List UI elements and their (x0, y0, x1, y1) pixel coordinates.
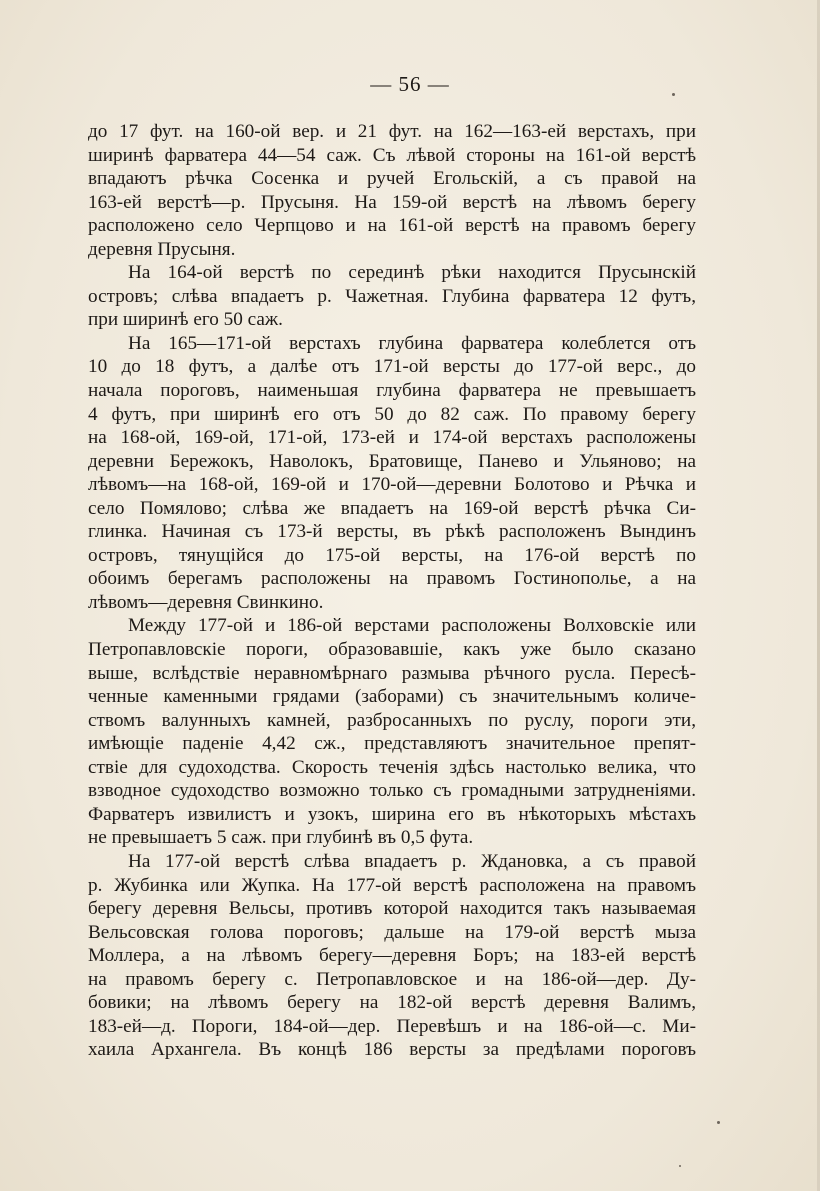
text-line: глинка. Начиная съ 173-й версты, въ рѣкѣ расположенъ Вындинъ (88, 521, 696, 543)
text-line: деревни Бережокъ, Наволокъ, Братовище, Панево и Ульяново; на (88, 450, 696, 472)
body-text (88, 120, 696, 1062)
text-line: р. Жубинка или Жупка. На 177-ой верстѣ расположена на правомъ (88, 874, 696, 896)
text-line: начала пороговъ, наименьшая глубина фарватера не превышаетъ (88, 380, 696, 402)
text-line: На 177-ой верстѣ слѣва впадаетъ р. Ждановка, а съ правой (128, 850, 696, 872)
text-line: островъ, тянущійся до 175-ой версты, на 176-ой верстѣ по (88, 544, 696, 566)
text-line: Петропавловскіе пороги, образовавшіе, какъ уже было сказано (88, 639, 696, 661)
text-line: на правомъ берегу с. Петропавловское и на 186-ой—дер. Ду- (88, 968, 696, 990)
text-line: взводное судоходство возможно только съ громадными затрудненіями. (88, 780, 696, 802)
text-line: Между 177-ой и 186-ой верстами расположены Волховскіе или (128, 615, 696, 637)
print-speck (717, 1121, 720, 1124)
text-line: лѣвомъ—деревня Свинкино. (88, 591, 324, 613)
text-line: имѣющіе паденіе 4,42 сж., представляютъ значительное препят- (88, 733, 696, 755)
text-line: лѣвомъ—на 168-ой, 169-ой и 170-ой—деревни Болотово и Рѣчка и (88, 474, 696, 496)
text-line: ченные каменными грядами (заборами) съ значительнымъ количе- (88, 686, 696, 708)
text-line: 163-ей верстѣ—р. Прусыня. На 159-ой верстѣ на лѣвомъ берегу (88, 191, 696, 213)
text-line: 4 футъ, при ширинѣ его отъ 50 до 82 саж. По правому берегу (88, 403, 696, 425)
text-line: при ширинѣ его 50 саж. (88, 309, 283, 331)
text-line: Вельсовская голова пороговъ; дальше на 179-ой верстѣ мыза (88, 921, 696, 943)
print-speck (672, 93, 675, 96)
text-line: расположено село Черпцово и на 161-ой верстѣ на правомъ берегу (88, 215, 696, 237)
text-line: на 168-ой, 169-ой, 171-ой, 173-ей и 174-ой верстахъ расположены (88, 427, 696, 449)
text-line: выше, вслѣдствіе неравномѣрнаго размыва рѣчного русла. Пересѣ- (88, 662, 696, 684)
text-line: впадаютъ рѣчка Сосенка и ручей Егольскій, а съ правой на (88, 168, 696, 190)
text-line: обоимъ берегамъ расположены на правомъ Гостинополье, а на (88, 568, 696, 590)
text-line: 10 до 18 футъ, а далѣе отъ 171-ой версты до 177-ой верс., до (88, 356, 696, 378)
page-number: — 56 — (370, 72, 450, 96)
text-line: На 164-ой верстѣ по серединѣ рѣки находится Прусынскій (128, 262, 696, 284)
text-line: деревня Прусыня. (88, 238, 236, 260)
text-line: до 17 фут. на 160-ой вер. и 21 фут. на 162—163-ей верстахъ, при (88, 121, 696, 142)
text-line: Фарватеръ извилистъ и узокъ, ширина его въ нѣкоторыхъ мѣстахъ (88, 803, 696, 825)
text-line: ствомъ валунныхъ камней, разбросанныхъ по руслу, пороги эти, (88, 709, 696, 731)
text-line: бовики; на лѣвомъ берегу на 182-ой верстѣ деревня Валимъ, (88, 992, 696, 1014)
text-line: село Помялово; слѣва же впадаетъ на 169-ой верстѣ рѣчка Си- (88, 497, 696, 519)
text-line: ствіе для судоходства. Скорость теченія здѣсь настолько велика, что (88, 756, 696, 778)
print-speck (679, 1165, 681, 1167)
text-line: хаила Архангела. Въ концѣ 186 версты за предѣлами пороговъ (88, 1039, 696, 1061)
text-line: не превышаетъ 5 саж. при глубинѣ въ 0,5 фута. (88, 827, 474, 849)
text-line: На 165—171-ой верстахъ глубина фарватера колеблется отъ (128, 332, 696, 354)
text-line: ширинѣ фарватера 44—54 саж. Съ лѣвой стороны на 161-ой верстѣ (88, 144, 696, 166)
text-line: островъ; слѣва впадаетъ р. Чажетная. Глубина фарватера 12 футъ, (88, 285, 696, 307)
text-line: 183-ей—д. Пороги, 184-ой—дер. Перевѣшъ и на 186-ой—с. Ми- (88, 1015, 696, 1037)
text-line: берегу деревня Вельсы, противъ которой находится такъ называемая (88, 898, 696, 920)
text-line: Моллера, а на лѣвомъ берегу—деревня Боръ; на 183-ей верстѣ (88, 945, 696, 967)
